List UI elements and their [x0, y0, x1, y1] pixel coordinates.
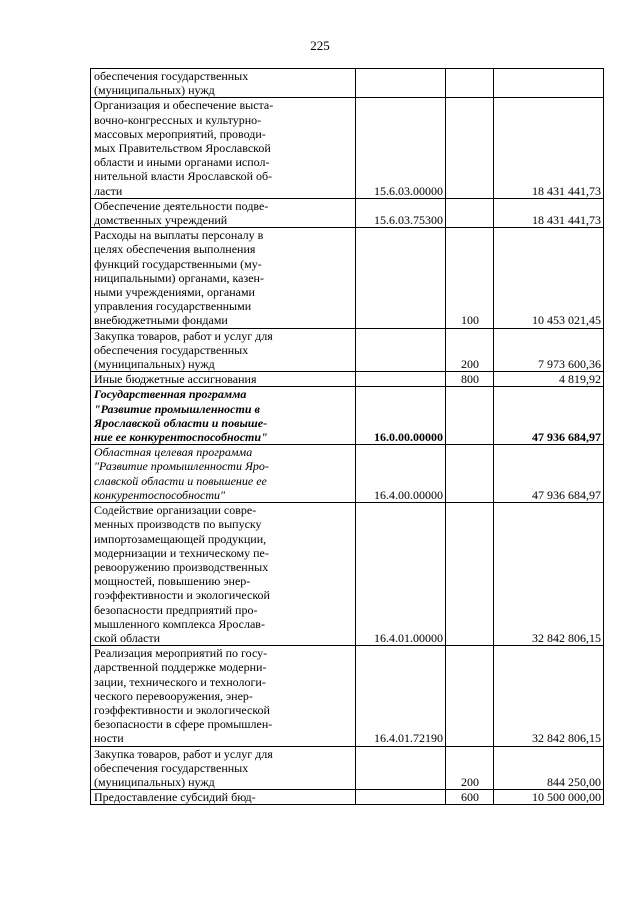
name-cell: [91, 790, 356, 805]
table-row: [91, 387, 604, 445]
expense-type-cell: [446, 746, 494, 790]
name-cell-text: Содействие организации совре- менных производств по выпуску импортозамещающей продукции, модернизации и техническому пе- ревооружению производственных мощностей, повышению энер- гоэффективности и экологической безопасности предприятий про- мышленного комплекса Ярослав- ской области: [94, 503, 270, 645]
amount-cell-text: 18 431 441,73: [532, 183, 601, 198]
name-cell-text: Государственная программа "Развитие промышленности в Ярославской области и повыше- ние ее конкурентоспособности": [94, 387, 268, 445]
code-cell-text: 15.6.03.75300: [374, 213, 443, 228]
amount-cell: [494, 445, 604, 503]
amount-cell-text: 10 453 021,45: [532, 313, 601, 328]
name-cell: [91, 746, 356, 790]
name-cell: [91, 69, 356, 98]
expense-type-cell: [446, 228, 494, 328]
name-cell: [91, 387, 356, 445]
name-cell-text: Закупка товаров, работ и услуг для обеспечения государственных (муниципальных) нужд: [94, 328, 273, 372]
table-row: [91, 228, 604, 328]
expense-type-cell: [446, 503, 494, 646]
amount-cell-text: 7 973 600,36: [538, 357, 601, 372]
code-cell-text: 16.4.00.00000: [374, 487, 443, 502]
code-cell-text: 16.0.00.00000: [374, 430, 443, 445]
expense-type-cell: [446, 387, 494, 445]
table-row: [91, 198, 604, 227]
expense-type-cell: [446, 372, 494, 387]
amount-cell: [494, 746, 604, 790]
code-cell: [356, 98, 446, 198]
expense-type-cell: [446, 646, 494, 746]
code-cell: [356, 372, 446, 387]
expense-type-cell-text: 200: [461, 357, 479, 372]
name-cell-text: Расходы на выплаты персоналу в целях обеспечения выполнения функций государственными (му- ниципальными) органами, казен- ными учреждениями, органами управления государственными внебюджетными фондами: [94, 228, 264, 328]
code-cell: [356, 198, 446, 227]
code-cell: [356, 503, 446, 646]
amount-cell: [494, 646, 604, 746]
amount-cell: [494, 228, 604, 328]
expense-type-cell: [446, 198, 494, 227]
table-row: [91, 69, 604, 98]
expense-type-cell-text: 200: [461, 774, 479, 789]
amount-cell-text: 844 250,00: [547, 774, 601, 789]
amount-cell-text: 47 936 684,97: [532, 487, 601, 502]
code-cell-text: 15.6.03.00000: [374, 183, 443, 198]
name-cell: [91, 328, 356, 372]
code-cell: [356, 746, 446, 790]
name-cell: [91, 198, 356, 227]
name-cell-text: Предоставление субсидий бюд-: [94, 790, 256, 805]
amount-cell: [494, 387, 604, 445]
table-body: [91, 69, 604, 805]
code-cell: [356, 445, 446, 503]
amount-cell-text: 4 819,92: [559, 372, 601, 387]
name-cell: [91, 646, 356, 746]
name-cell: [91, 372, 356, 387]
amount-cell: [494, 198, 604, 227]
page-number: 225: [310, 38, 330, 53]
table-row: [91, 328, 604, 372]
name-cell-text: Закупка товаров, работ и услуг для обеспечения государственных (муниципальных) нужд: [94, 746, 273, 789]
expense-type-cell: [446, 328, 494, 372]
name-cell-text: обеспечения государственных (муниципальных) нужд: [94, 69, 249, 98]
amount-cell-text: 32 842 806,15: [532, 630, 601, 645]
amount-cell-text: 47 936 684,97: [532, 430, 601, 445]
name-cell-text: Реализация мероприятий по госу- дарственной поддержке модерни- зации, технического и технологи- ческого перевооружения, энер- гоэффективности и экологической безопасности в сфере промышлен- ности: [94, 646, 273, 746]
table-row: [91, 646, 604, 746]
expense-type-cell: [446, 790, 494, 805]
table-row: [91, 790, 604, 805]
amount-cell: [494, 790, 604, 805]
code-cell: [356, 790, 446, 805]
name-cell: [91, 228, 356, 328]
table-row: [91, 503, 604, 646]
table-row: [91, 746, 604, 790]
amount-cell: [494, 503, 604, 646]
name-cell: [91, 98, 356, 198]
amount-cell: [494, 98, 604, 198]
amount-cell-text: 18 431 441,73: [532, 213, 601, 228]
name-cell: [91, 445, 356, 503]
amount-cell: [494, 69, 604, 98]
expense-type-cell-text: 800: [461, 372, 479, 387]
expense-type-cell: [446, 98, 494, 198]
amount-cell: [494, 372, 604, 387]
name-cell-text: Областная целевая программа "Развитие промышленности Яро- славской области и повышение ее конкурентоспособности": [94, 445, 269, 502]
amount-cell: [494, 328, 604, 372]
budget-table: [90, 68, 604, 805]
table-row: [91, 372, 604, 387]
amount-cell-text: 32 842 806,15: [532, 731, 601, 746]
name-cell-text: Иные бюджетные ассигнования: [94, 372, 257, 387]
amount-cell-text: 10 500 000,00: [532, 790, 601, 805]
name-cell-text: Организация и обеспечение выста- вочно-конгрессных и культурно- массовых мероприятий, проводи- мых Правительством Ярославской области и иными органами испол- нительной власти Ярославской об- ласти: [94, 98, 274, 198]
code-cell-text: 16.4.01.00000: [374, 630, 443, 645]
name-cell-text: Обеспечение деятельности подве- домственных учреждений: [94, 198, 269, 228]
table-row: [91, 98, 604, 198]
name-cell: [91, 503, 356, 646]
expense-type-cell: [446, 69, 494, 98]
code-cell: [356, 69, 446, 98]
code-cell: [356, 328, 446, 372]
code-cell: [356, 228, 446, 328]
expense-type-cell: [446, 445, 494, 503]
code-cell: [356, 646, 446, 746]
code-cell-text: 16.4.01.72190: [374, 731, 443, 746]
code-cell: [356, 387, 446, 445]
expense-type-cell-text: 600: [461, 790, 479, 805]
table-row: [91, 445, 604, 503]
expense-type-cell-text: 100: [461, 313, 479, 328]
